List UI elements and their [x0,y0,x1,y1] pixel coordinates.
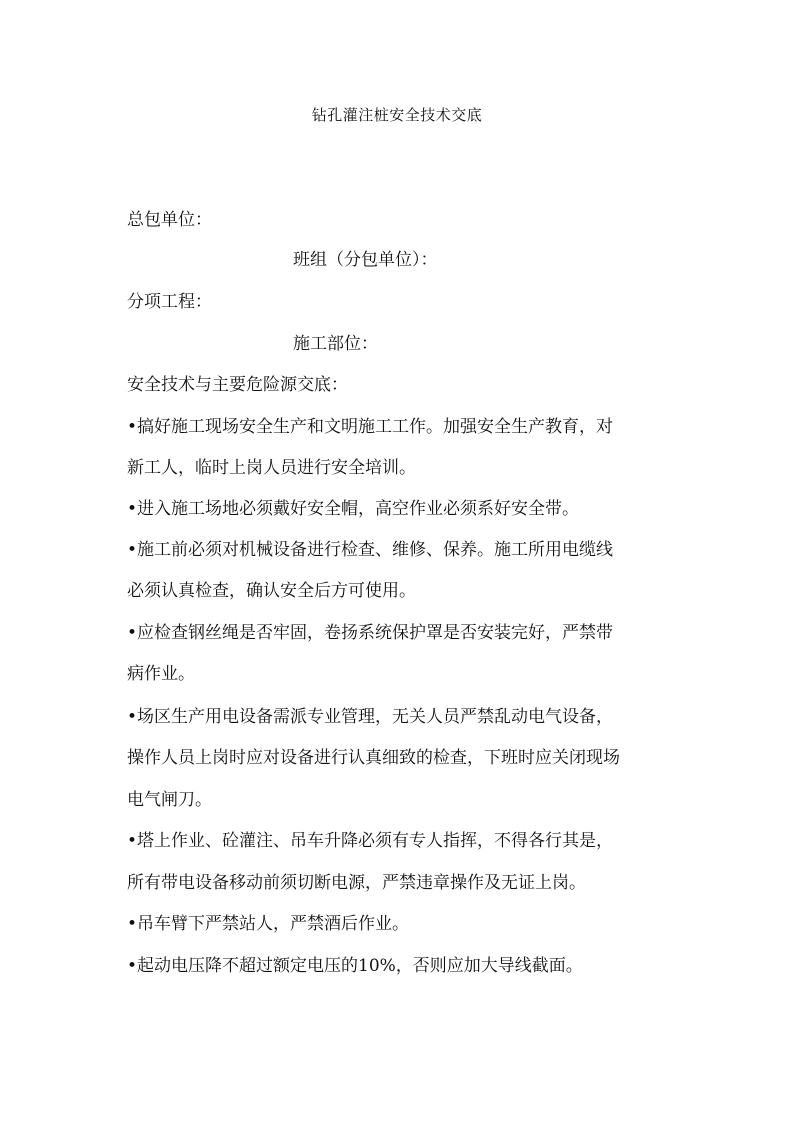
construction-part-field: 施工部位： [293,334,378,354]
body-line: •塔上作业、砼灌注、吊车升降必须有专人指挥，不得各行其是， [127,831,614,851]
body-line: •应检查钢丝绳是否牢固，卷扬系统保护罩是否安装完好，严禁带 [127,623,614,643]
section-heading: 安全技术与主要危险源交底： [127,375,348,395]
body-line: 必须认真检查，确认安全后方可使用。 [127,581,416,601]
body-line: 电气闸刀。 [127,790,212,810]
body-line: 新工人，临时上岗人员进行安全培训。 [127,458,416,478]
body-line: •吊车臂下严禁站人，严禁酒后作业。 [127,914,410,934]
team-field: 班组（分包单位）： [293,250,438,270]
body-line: 所有带电设备移动前须切断电源，严禁违章操作及无证上岗。 [127,873,586,893]
body-line: •场区生产用电设备需派专业管理，无关人员严禁乱动电气设备， [127,707,614,727]
document-title: 钻孔灌注桩安全技术交底 [311,106,483,124]
sub-project-field: 分项工程： [127,292,212,312]
body-line: 操作人员上岗时应对设备进行认真细致的检查，下班时应关闭现场 [127,748,620,768]
body-line: •施工前必须对机械设备进行检查、维修、保养。施工所用电缆线 [127,540,614,560]
body-line: 病作业。 [127,664,195,684]
general-contractor-field: 总包单位： [127,210,212,230]
body-line: •进入施工场地必须戴好安全帽，高空作业必须系好安全带。 [127,499,580,519]
body-line: •起动电压降不超过额定电压的10%，否则应加大导线截面。 [127,956,583,976]
body-line: •搞好施工现场安全生产和文明施工工作。加强安全生产教育，对 [127,417,614,437]
